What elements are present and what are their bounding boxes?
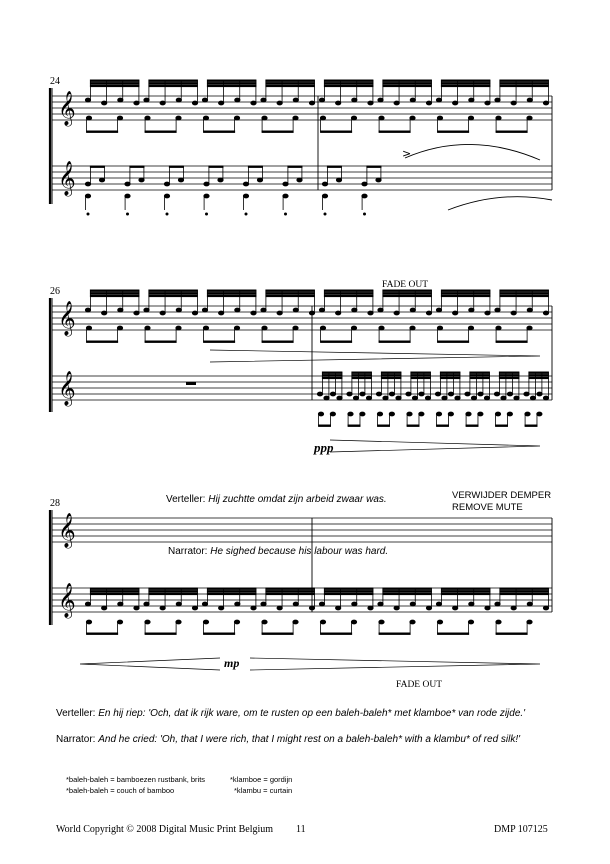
note-head [102,606,107,610]
beam [441,593,490,594]
narration-narrator [56,734,520,745]
footnotes-left [66,774,205,796]
note-head [203,620,208,624]
note-head [379,620,384,624]
note-head [86,620,91,624]
footnote: *baleh-baleh = bamboezen rustbank, brits [66,775,206,784]
beam [149,593,198,594]
beam [204,633,235,634]
verteller-text: En hij riep: 'Och, dat ik rijk ware, om te rusten op een baleh-baleh* met klamboe* van rode zijde.' [98,708,526,719]
beam [262,633,293,634]
beam [500,593,549,594]
dynamic-marking: ppp [314,440,334,455]
footer-copyright: World Copyright © 2008 Digital Music Print Belgium [56,824,274,835]
note-head [437,620,442,624]
note-head [144,602,149,606]
beam [266,591,315,592]
note-head [527,620,532,624]
narrator-label: Narrator: [168,546,208,557]
note-head [543,606,548,610]
instruction-en: REMOVE MUTE [452,502,523,513]
note-head [293,602,298,606]
beam [324,591,373,592]
beam [149,588,198,589]
beam [383,591,432,592]
note-head [469,602,474,606]
note-head [261,602,266,606]
measure-number: 24 [50,76,60,87]
footnote: *baleh-baleh = couch of bamboo [66,786,175,795]
note-head [145,620,150,624]
note-head [293,620,298,624]
note-head [351,620,356,624]
note-head [352,602,357,606]
beam [207,588,256,589]
note-head [251,606,256,610]
staff-upper [52,518,552,542]
beam [441,588,490,589]
note-head [219,606,224,610]
beam [383,588,432,589]
verteller-label: Verteller: [166,494,206,505]
crescendo-hairpin [80,658,220,670]
beam [87,633,118,634]
footer-page-number: 11 [296,824,306,835]
treble-clef-icon: 𝄞 [58,301,76,336]
verteller-label: Verteller: [56,708,96,719]
note-head [468,620,473,624]
note-head [234,620,239,624]
note-head [426,606,431,610]
narration-verteller [56,708,525,719]
note-head [485,606,490,610]
note-head [235,602,240,606]
note-head [176,602,181,606]
beam [438,633,469,634]
beam [90,593,138,594]
note-head [410,620,415,624]
note-head [134,606,139,610]
measure-number: 26 [50,286,60,297]
note-head [378,602,383,606]
beam [207,593,256,594]
footnotes-right [230,774,292,796]
beam [500,588,549,589]
note-head [453,606,458,610]
note-head [192,606,197,610]
beam [379,633,410,634]
measure-number: 28 [50,498,60,509]
beam [266,588,315,589]
note-head [368,606,373,610]
treble-clef-icon: 𝄞 [58,161,76,196]
fade-out-marking: FADE OUT [396,680,443,690]
narrator-text: He sighed because his labour was hard. [210,546,389,557]
treble-clef-icon: 𝄞 [58,513,76,548]
note-head [277,606,282,610]
beam [207,591,256,592]
beam [324,588,373,589]
note-head [160,606,165,610]
fade-out-marking: FADE OUT [382,280,429,290]
note-head [176,620,181,624]
lower-staff-notes [85,588,548,634]
note-head [118,602,123,606]
beam [266,593,315,594]
footnote: *klambu = curtain [234,786,293,795]
beam [149,591,198,592]
beam [90,591,138,592]
narrator-label: Narrator: [56,734,96,745]
instruction-nl: VERWIJDER DEMPER [452,490,552,501]
treble-clef-icon: 𝄞 [58,371,76,406]
dynamic-marking: mp [224,656,240,670]
beam [321,633,352,634]
note-head [496,620,501,624]
narrator-text: And he cried: 'Oh, that I were rich, that I might rest on a baleh-baleh* with a klambu* of red silk!' [98,734,521,745]
note-head [319,602,324,606]
note-head [336,606,341,610]
footnote: *klamboe = gordijn [230,775,293,784]
note-head [309,606,314,610]
note-head [410,602,415,606]
treble-clef-icon: 𝄞 [58,583,76,618]
diminuendo-hairpin [250,658,540,670]
note-head [436,602,441,606]
note-head [117,620,122,624]
accent-icon: > [402,147,412,160]
beam [383,593,432,594]
beam [145,633,176,634]
note-head [262,620,267,624]
beam [90,588,138,589]
note-head [495,602,500,606]
note-head [394,606,399,610]
beam [496,633,527,634]
note-head [85,602,90,606]
note-head [320,620,325,624]
beam [324,593,373,594]
note-head [511,606,516,610]
beam [441,591,490,592]
note-head [527,602,532,606]
beam [500,591,549,592]
treble-clef-icon: 𝄞 [58,91,76,126]
note-head [202,602,207,606]
footer-catalog: DMP 107125 [494,824,548,835]
verteller-text: Hij zuchtte omdat zijn arbeid zwaar was. [208,494,387,505]
